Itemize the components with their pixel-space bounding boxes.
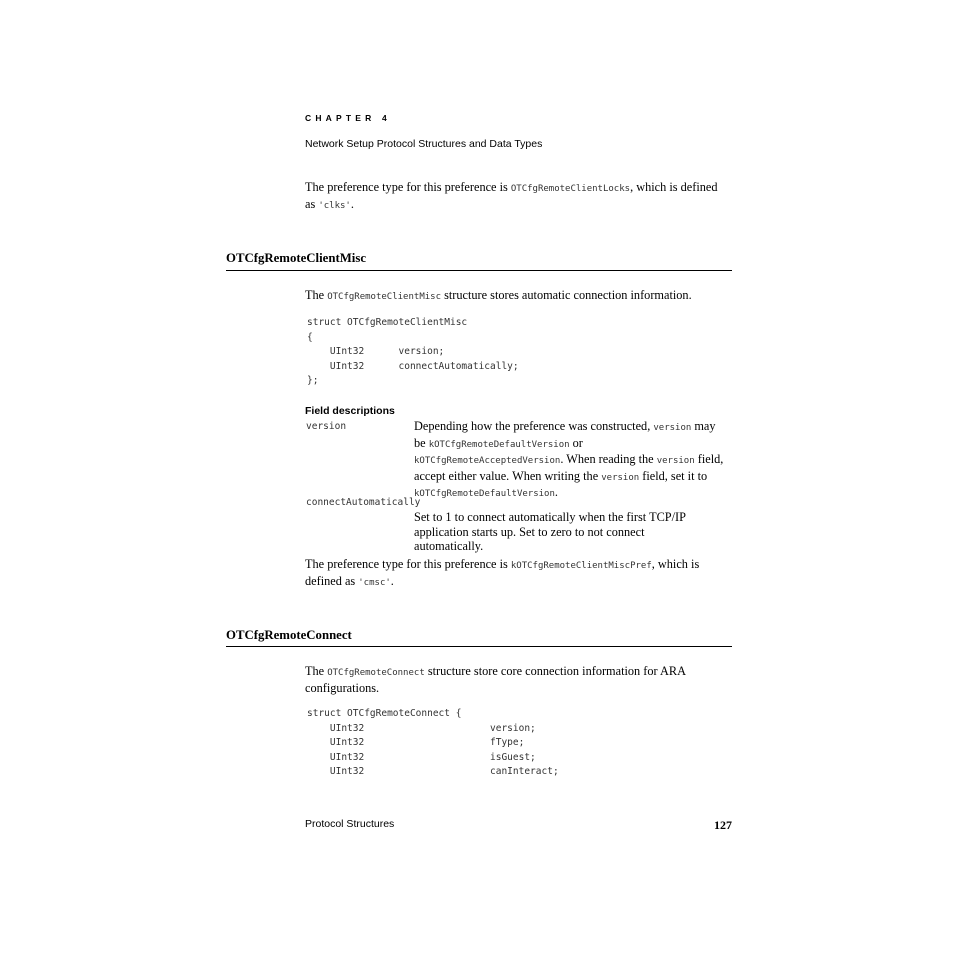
- clientmisc-code-block: struct OTCfgRemoteClientMisc { UInt32 version; UInt32 connectAutomatically; };: [307, 317, 519, 387]
- remoteconnect-code-block: struct OTCfgRemoteConnect { UInt32 version; UInt32 fType; UInt32 isGuest; UInt32 canInteract;: [307, 708, 559, 778]
- field-descriptions-heading: Field descriptions: [305, 405, 395, 417]
- field-desc-version: Depending how the preference was constructed, version may be kOTCfgRemoteDefaultVersion or kOTCfgRemoteAcceptedVersion. When reading the version field, accept either value. When writing the version field, set it to kOTCfgRemoteDefaultVersion.: [414, 419, 724, 500]
- remoteconnect-description: The OTCfgRemoteConnect structure store core connection information for ARA configurations.: [305, 664, 686, 695]
- section-heading-clientmisc: OTCfgRemoteClientMisc: [226, 251, 367, 265]
- field-name-version: version: [306, 421, 347, 432]
- intro-paragraph: The preference type for this preference is OTCfgRemoteClientLocks, which is defined as 'clks'.: [305, 180, 718, 211]
- chapter-label: CHAPTER 4: [305, 113, 391, 123]
- clientmisc-pref-paragraph: The preference type for this preference is kOTCfgRemoteClientMiscPref, which is defined as 'cmsc'.: [305, 557, 700, 588]
- running-title: Network Setup Protocol Structures and Data Types: [305, 138, 543, 150]
- field-desc-connectautomatically: Set to 1 to connect automatically when the first TCP/IP application starts up. Set to zero to not connect automatically.: [414, 510, 686, 554]
- field-name-connectautomatically: connectAutomatically: [306, 497, 421, 508]
- footer-section-title: Protocol Structures: [305, 818, 395, 830]
- page-number: 127: [714, 818, 732, 832]
- section-heading-remoteconnect: OTCfgRemoteConnect: [226, 628, 352, 642]
- section-rule: [226, 270, 732, 271]
- clientmisc-description: The OTCfgRemoteClientMisc structure stores automatic connection information.: [305, 288, 692, 302]
- section-rule: [226, 646, 732, 647]
